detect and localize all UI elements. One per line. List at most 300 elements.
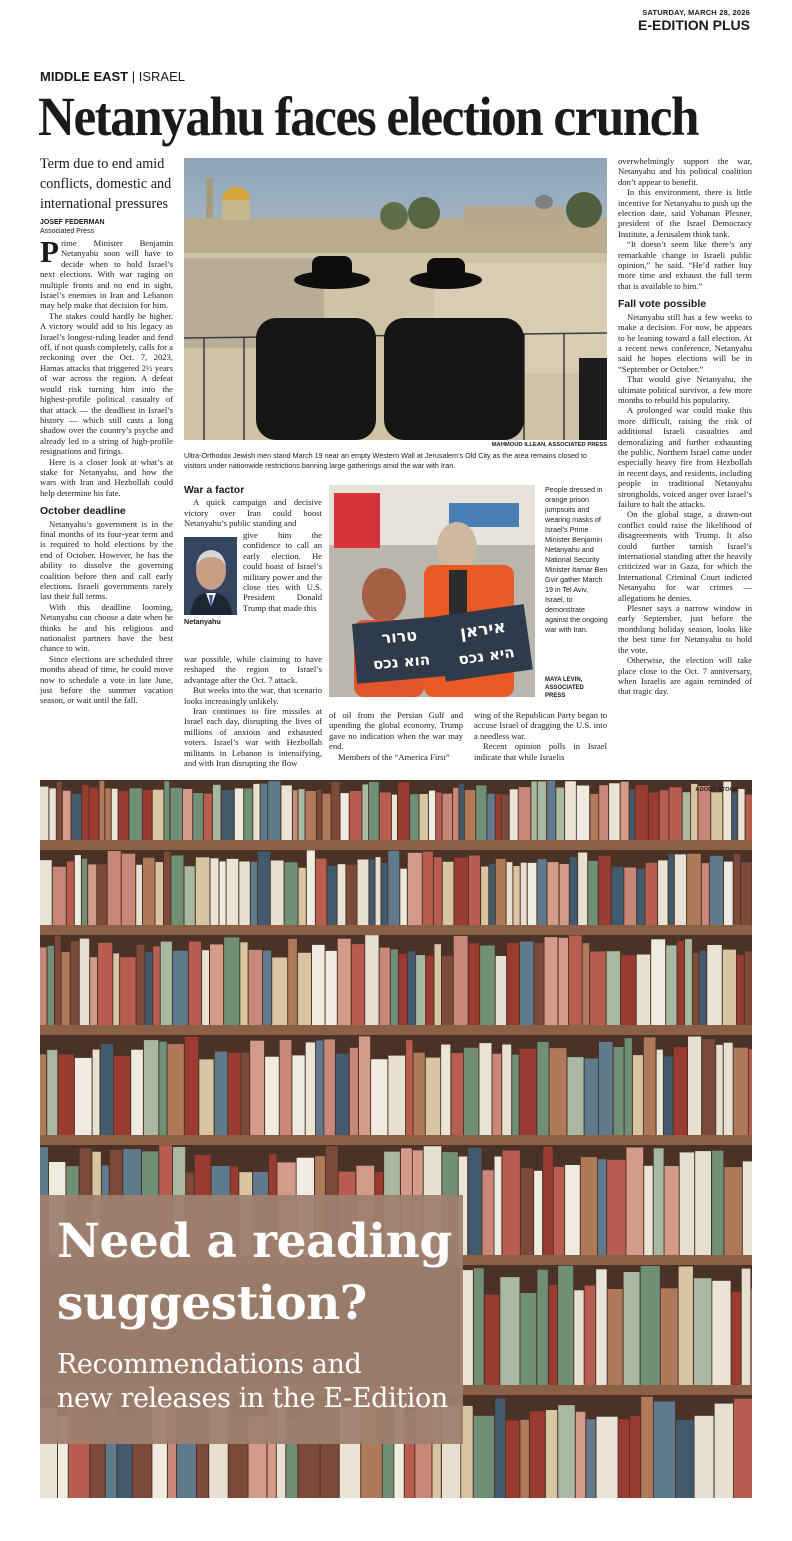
book-spine (436, 793, 442, 841)
book-spine (485, 1295, 500, 1385)
paragraph: Plesner says a narrow window in early September, just before the monthlong holiday season, looks like the best time for Netanyahu to hold the vote. (618, 603, 752, 655)
book-spine (324, 1039, 335, 1135)
book-spine (298, 953, 311, 1025)
paragraph: A prolonged war could make this more difficult, raising the risk of additional Israeli casualties and demoralizing and further exhausting the public. Northern Israel came under especially heavy fire from Hezbollah in recent days, and residents, including people in traditional Netanyahu strongholds, voiced anger over Israel’s failure to halt the attacks. (618, 405, 752, 509)
book-spine (707, 945, 722, 1025)
book-spine (666, 945, 676, 1025)
book-spine (285, 862, 298, 925)
book-spine (734, 1048, 748, 1135)
drop-cap: P (40, 234, 59, 269)
book-spine (570, 857, 577, 925)
article-column-4 (474, 710, 607, 762)
book-spine (350, 791, 362, 840)
book-spine (48, 946, 55, 1025)
book-spine (196, 857, 210, 925)
western-wall-photo (184, 158, 607, 440)
protest-photo-credit: MAYA LEVIN, ASSOCIATED PRESS (545, 677, 584, 699)
book-spine (144, 1040, 158, 1135)
book-spine (741, 862, 751, 925)
deck: Term due to end amid conflicts, domestic and international pressures (40, 156, 172, 212)
book-spine (454, 858, 468, 925)
book-spine (633, 1055, 643, 1135)
book-spine (423, 852, 433, 925)
book-spine (481, 867, 488, 926)
book-spine (677, 941, 684, 1025)
book-spine (67, 861, 74, 925)
book-spine (306, 791, 316, 840)
book-spine (476, 785, 486, 840)
book-spine (742, 1269, 751, 1385)
book-spine (537, 1270, 547, 1385)
book-spine (599, 785, 608, 840)
book-spine (410, 794, 418, 840)
book-spine (675, 854, 686, 925)
book-spine (145, 952, 152, 1025)
book-spine (253, 784, 259, 840)
book-spine (98, 943, 112, 1025)
book-spine (607, 1160, 625, 1255)
book-spine (558, 1405, 575, 1498)
book-spine (612, 867, 624, 925)
book-spine (654, 1402, 675, 1499)
book-spine (545, 937, 558, 1025)
book-spine (156, 862, 164, 925)
article-column-2-wrap (243, 530, 322, 613)
paragraph: Otherwise, the election will take place close to the Oct. 7 anniversary, when Israelis are again reminded of that tragic day. (618, 655, 752, 697)
book-spine (369, 782, 379, 840)
book-spine (664, 1056, 673, 1135)
book-spine (745, 951, 752, 1025)
book-spine (272, 958, 287, 1026)
book-spine (244, 788, 252, 840)
paragraph: Members of the “America First” (338, 751, 450, 762)
book-spine (242, 1053, 250, 1135)
book-spine (371, 1059, 387, 1135)
section-sub: ISRAEL (138, 69, 185, 84)
book-spine (63, 791, 71, 840)
book-spine (560, 864, 569, 925)
book-spine (420, 794, 428, 840)
book-spine (380, 793, 391, 841)
hero-photo-credit: MAHMOUD ILLEAN, ASSOCIATED PRESS (491, 442, 607, 448)
book-spine (454, 936, 468, 1025)
book-spine (657, 1050, 663, 1135)
book-spine (609, 783, 620, 840)
book-spine (362, 784, 368, 840)
book-spine (280, 1040, 292, 1135)
book-spine (331, 782, 339, 840)
book-spine (263, 951, 271, 1026)
book-spine (220, 861, 226, 925)
paragraph: Netanyahu still has a few weeks to make a decision. For now, he appears to be leaning toward a fall election. At a recent news conference, Netanyahu said he hopes elections will be in “September or October.” (618, 311, 752, 374)
book-spine (531, 782, 536, 841)
book-spine (520, 1420, 529, 1498)
book-spine (546, 1410, 557, 1498)
book-spine (738, 789, 744, 840)
book-spine (521, 863, 527, 925)
protest-caption: People dressed in orange prison jumpsuits and wearing masks of Israel’s Prime Minister Benjamin Netanyahu and National Security Minister Itamar Ben Gvir gather March 19 in Tel Aviv, Israel, to demonstrate against the ongoing war with Iran. (545, 485, 608, 634)
book-spine (661, 1288, 678, 1385)
book-spine (193, 793, 203, 840)
paragraph: Here is a closer look at what’s at stake for Netanyahu, and how the wars with Iran and Hezbollah could help determine his fate. (40, 456, 173, 498)
book-spine (306, 1042, 315, 1135)
book-spine (576, 1412, 586, 1498)
book-spine (583, 943, 590, 1025)
book-spine (581, 1157, 597, 1255)
article-column-3 (329, 710, 463, 762)
book-spine (507, 862, 513, 925)
book-spine (608, 1289, 623, 1385)
book-spine (227, 859, 239, 925)
book-spine (520, 1049, 537, 1135)
book-spine (240, 942, 247, 1025)
book-spine (644, 1166, 653, 1255)
book-spine (469, 943, 480, 1025)
book-spine (189, 942, 201, 1025)
book-spine (341, 793, 349, 840)
book-spine (635, 785, 647, 840)
book-spine (441, 1045, 450, 1136)
book-spine (271, 861, 284, 926)
book-spine (93, 1050, 100, 1136)
book-spine (58, 1055, 74, 1135)
book-spine (346, 865, 356, 925)
book-spine (530, 1411, 545, 1498)
book-spine (556, 788, 564, 841)
book-spine (338, 939, 351, 1025)
book-spine (641, 1266, 660, 1385)
book-spine (105, 788, 110, 840)
book-spine (80, 939, 90, 1025)
book-spine (493, 1054, 502, 1135)
book-spine (399, 954, 407, 1025)
book-spine (503, 1151, 520, 1256)
book-spine (408, 951, 415, 1025)
book-spine (502, 1045, 511, 1136)
book-spine (281, 785, 292, 840)
book-spine (426, 1058, 440, 1135)
book-spine (171, 856, 183, 926)
book-spine (299, 868, 306, 925)
book-spine (82, 785, 88, 840)
book-spine (168, 1044, 184, 1135)
book-spine (261, 784, 268, 841)
book-spine (55, 936, 61, 1026)
book-spine (380, 948, 390, 1025)
book-spine (316, 1041, 323, 1136)
book-spine (646, 863, 658, 925)
protest-illustration (329, 485, 535, 697)
book-spine (654, 1148, 664, 1255)
book-spine (669, 787, 681, 840)
book-spine (569, 936, 582, 1026)
book-spine (443, 794, 453, 840)
book-spine (496, 794, 501, 840)
paragraph: Since elections are scheduled three months ahead of time, he could move now to schedule a vote in late June, just before the summer vacation season, or wait until the fall. (40, 653, 173, 706)
article-column-2 (184, 485, 322, 529)
book-spine (716, 1045, 723, 1135)
book-spine (47, 1050, 57, 1135)
book-spine (416, 955, 425, 1025)
reading-promo-ad[interactable] (40, 780, 752, 1498)
book-spine (702, 1039, 715, 1135)
book-spine (568, 1057, 584, 1135)
book-spine (565, 1165, 580, 1255)
book-spine (222, 790, 234, 840)
book-spine (429, 791, 435, 840)
book-spine (660, 790, 669, 840)
article-column-5 (618, 156, 752, 697)
book-spine (537, 1042, 548, 1135)
netanyahu-portrait (184, 537, 237, 615)
book-spine (40, 787, 48, 840)
book-spine (136, 865, 142, 925)
book-spine (164, 781, 169, 840)
section-label: MIDDLE EAST | ISRAEL (40, 69, 185, 84)
book-spine (49, 788, 55, 840)
paragraph: A quick campaign and decisive victory over Iran could boost Netanyahu’s public standing and (184, 497, 322, 529)
book-spine (695, 1416, 714, 1498)
book-spine (352, 944, 364, 1025)
book-spine (710, 856, 723, 925)
book-spine (585, 1059, 599, 1136)
book-spine (202, 950, 209, 1025)
book-spine (358, 860, 369, 926)
book-spine (153, 946, 160, 1025)
book-spine (452, 1053, 464, 1135)
book-spine (90, 957, 97, 1025)
book-spine (751, 1289, 752, 1385)
book-spine (712, 1281, 730, 1385)
book-spine (712, 1151, 723, 1255)
paragraph: war possible, while claiming to have reshaped the region to Israel’s advantage after the Oct. 7 attack. (184, 654, 322, 685)
book-spine (316, 859, 327, 925)
book-spine (500, 1277, 519, 1385)
book-spine (459, 784, 464, 840)
book-spine (153, 790, 164, 840)
book-spine (408, 853, 422, 925)
book-spine (698, 786, 710, 840)
book-spine (100, 781, 105, 840)
book-spine (558, 1266, 573, 1385)
book-spine (574, 1290, 584, 1385)
book-spine (590, 794, 598, 840)
book-spine (228, 1053, 240, 1135)
book-spine (483, 1170, 494, 1255)
book-spine (519, 787, 531, 840)
book-spine (114, 1056, 130, 1135)
book-spine (534, 1171, 542, 1255)
book-spine (406, 1040, 412, 1135)
book-spine (72, 794, 82, 840)
book-spine (534, 943, 543, 1025)
promo-text-box[interactable] (40, 1195, 463, 1444)
book-spine (641, 1397, 653, 1498)
book-spine (489, 864, 495, 925)
headline: Netanyahu faces election crunch (38, 86, 698, 147)
book-spine (299, 789, 305, 840)
book-spine (547, 781, 555, 841)
book-spine (464, 1048, 479, 1135)
byline-org: Associated Press (40, 228, 95, 235)
subhead-fall-vote-possible: Fall vote possible (618, 298, 707, 311)
book-spine (101, 1044, 114, 1135)
book-spine (183, 789, 192, 840)
book-spine (400, 869, 407, 925)
book-spine (185, 866, 195, 925)
book-spine (732, 1292, 741, 1385)
book-spine (391, 949, 398, 1025)
book-spine (258, 851, 270, 925)
book-spine (159, 1042, 166, 1135)
paragraph: Netanyahu’s government is in the final months of its four-year term and is required to hold elections by the end of October. However, he has the ability to dissolve the governing coalition before then and call early elections. Israeli governments rarely last their full terms. (40, 518, 173, 602)
book-spine (185, 1037, 199, 1135)
book-spine (211, 858, 219, 925)
book-spine (312, 945, 325, 1025)
book-spine (669, 854, 674, 925)
book-spine (538, 781, 546, 840)
paragraph: give him the confidence to call an early election. He could boast of Israel’s military power and the close ties with U.S. President Donald Trump that made this (243, 530, 322, 613)
book-spine (57, 782, 62, 840)
paragraph: But weeks into the war, that scenario looks increasingly unlikely. (184, 685, 322, 706)
book-spine (528, 863, 537, 925)
book-spine (695, 1151, 711, 1255)
book-spine (210, 944, 223, 1025)
book-spine (495, 1399, 505, 1499)
book-spine (265, 1057, 279, 1135)
book-spine (250, 1041, 264, 1135)
book-spine (621, 955, 636, 1025)
book-spine (599, 1042, 613, 1135)
book-spine (469, 856, 480, 926)
book-spine (585, 1286, 596, 1385)
book-spine (543, 1147, 553, 1255)
book-spine (336, 1054, 349, 1135)
book-spine (597, 1417, 618, 1498)
book-spine (292, 1055, 304, 1135)
book-spine (71, 941, 79, 1025)
book-spine (565, 781, 576, 840)
protest-sign-2-top: איראן (458, 616, 507, 644)
book-spine (468, 1148, 481, 1255)
protest-photo (329, 485, 535, 697)
book-spine (630, 1416, 640, 1498)
book-spine (90, 788, 99, 840)
book-spine (626, 1148, 643, 1256)
western-wall-illustration (184, 158, 607, 440)
book-spine (723, 950, 736, 1025)
shelf-board (40, 925, 752, 935)
book-spine (338, 864, 346, 925)
book-spine (510, 789, 518, 840)
book-spine (521, 1168, 533, 1255)
book-spine (607, 951, 620, 1025)
book-spine (724, 1167, 741, 1255)
book-spine (82, 859, 87, 925)
protest-sign-2-bottom: היא נכס (457, 642, 516, 669)
book-spine (578, 853, 587, 926)
book-spine (426, 956, 433, 1025)
book-spine (743, 1161, 752, 1255)
book-spine (688, 1037, 701, 1136)
book-spine (724, 862, 733, 925)
book-spine (97, 864, 106, 925)
book-spine (359, 1036, 370, 1135)
book-spine (268, 781, 280, 840)
book-spine (625, 1038, 632, 1135)
book-spine (598, 1159, 606, 1255)
book-spine (288, 939, 297, 1025)
book-spine (388, 1056, 405, 1135)
hero-caption: Ultra-Orthodox Jewish men stand March 19 near an empty Western Wall at Jerusalem’s Old City as the area remains closed to visitors under nationwide restrictions banning large gatherings amid the war with Iran. (184, 451, 587, 470)
book-spine (577, 786, 589, 841)
book-spine (621, 782, 629, 840)
book-spine (685, 939, 692, 1025)
book-spine (644, 1037, 656, 1135)
paragraph: Prime Minister Benjamin Netanyahu soon will have to decide when to hold Israel’s next elections. With war raging on multiple fronts and no end in sight, Israel’s enemies in Iran and Lebanon may help make that decision for him. (40, 234, 173, 311)
book-spine (213, 785, 221, 840)
book-spine (382, 863, 388, 925)
book-spine (199, 1059, 213, 1135)
paragraph: On the global stage, a drawn-out conflict could raise the likelihood of disagreements with Trump. It also could further tarnish Israel’s international standing after the heavily criticized war in Gaza, for which the International Criminal Court indicted Netanyahu for war crimes — allegations he denies. (618, 509, 752, 603)
book-spine (588, 861, 598, 925)
book-spine (513, 866, 519, 925)
book-spine (702, 863, 709, 925)
book-spine (465, 790, 475, 840)
book-spine (122, 854, 136, 925)
book-spine (715, 1404, 733, 1498)
book-spine (328, 866, 337, 925)
book-spine (674, 1047, 687, 1135)
book-spine (40, 1054, 46, 1135)
paragraph: The stakes could hardly be higher. A victory would add to his legacy as Israel’s longest-ruling leader and fend off, if not quash completely, calls for a reckoning over the Oct. 7, 2023, Hamas attacks that triggered 2½ years of war across the region. A defeat would risk turning him into the highest-profile political casualty of that attack — the deadliest in Israel’s history — which still casts a long shadow over the country’s psyche and already led to a string of high-profile resignations and firings. (40, 310, 173, 457)
book-spine (137, 945, 145, 1025)
book-spine (376, 857, 381, 925)
book-spine (365, 935, 378, 1025)
book-spine (496, 956, 506, 1025)
book-spine (453, 788, 458, 840)
book-spine (487, 794, 494, 840)
promo-photo-credit: ADOBE STOCK (695, 787, 738, 793)
subhead-october-deadline: October deadline (40, 505, 126, 518)
book-spine (131, 1050, 143, 1135)
book-spine (479, 1043, 491, 1135)
paragraph: Iran continues to fire missiles at Israel each day, disrupting the lives of millions of anxious and exhausted voters. Israel’s war with Hezbollah militants in Lebanon is intensifying, and with Iran disrupting the flow (184, 706, 322, 769)
paragraph: In this environment, there is little incentive for Netanyahu to push up the election date, said Yohanan Plesner, president of the Israel Democracy Institute, a Jerusalem think tank. (618, 187, 752, 239)
book-spine (694, 1278, 712, 1385)
paragraph: With this deadline looming, Netanyahu can choose a date when he thinks he and his religious and nationalist partners have the best chance to win. (40, 601, 173, 654)
book-spine (119, 791, 129, 840)
book-spine (624, 1272, 640, 1385)
book-spine (350, 1048, 358, 1135)
book-spine (251, 862, 257, 925)
book-spine (224, 937, 239, 1025)
book-spine (53, 867, 66, 925)
book-spine (249, 950, 263, 1025)
book-spine (737, 955, 744, 1025)
book-spine (680, 1152, 695, 1255)
book-spine (596, 1269, 607, 1385)
book-spine (520, 942, 533, 1026)
book-spine (88, 864, 96, 925)
book-spine (323, 794, 331, 840)
book-spine (749, 1049, 752, 1135)
book-spine (317, 790, 322, 840)
shelf-board (40, 1025, 752, 1035)
book-spine (651, 939, 665, 1025)
book-spine (550, 1048, 567, 1135)
book-spine (434, 857, 442, 925)
